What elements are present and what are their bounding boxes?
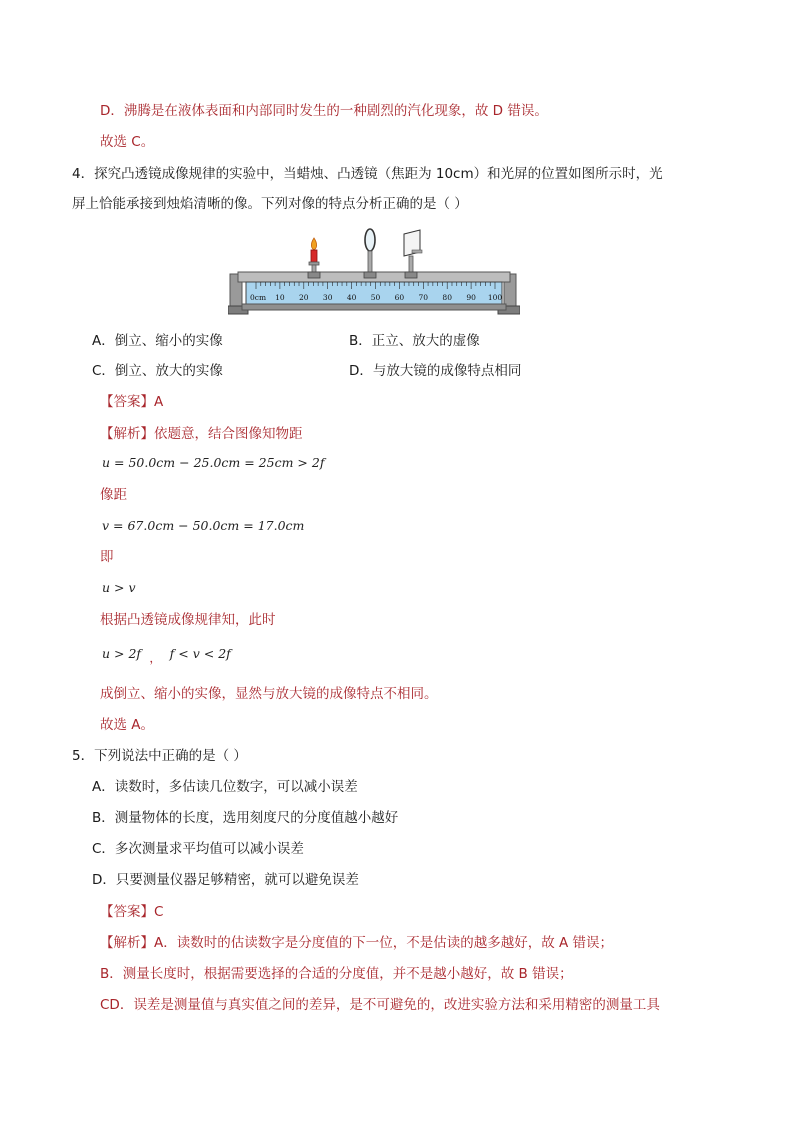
q4-conclusion: 成倒立、缩小的实像，显然与放大镜的成像特点不相同。: [100, 686, 438, 702]
q5-stem: 5．下列说法中正确的是（ ）: [72, 748, 247, 764]
q5-option-c: C．多次测量求平均值可以减小误差: [92, 841, 304, 857]
q4-analysis-intro: 【解析】依题意，结合图像知物距: [100, 426, 303, 442]
q4-rule: 根据凸透镜成像规律知，此时: [100, 612, 276, 628]
q5-option-a: A．读数时，多估读几位数字，可以减小误差: [92, 779, 358, 795]
q4-option-c: C．倒立、放大的实像: [92, 363, 223, 379]
ruler-label: 60: [394, 293, 405, 302]
q5-analysis-a: 【解析】A．读数时的估读数字是分度值的下一位，不是估读的越多越好，故 A 错误；: [100, 935, 614, 951]
q5-analysis-cd: CD．误差是测量值与真实值之间的差异，是不可避免的，改进实验方法和采用精密的测量工具: [100, 997, 660, 1013]
candle-flame-icon: [311, 238, 316, 250]
ruler-label: 90: [466, 293, 476, 302]
q4-formula-cond1: u > 2f: [102, 646, 142, 661]
q4-formula-sep: ，: [149, 651, 162, 665]
q4-formula-cond2: f < v < 2f: [169, 646, 231, 661]
q5-option-d: D．只要测量仪器足够精密，就可以避免误差: [92, 872, 359, 888]
ruler-label: 0cm: [250, 293, 267, 302]
q4-stem-line1: 4．探究凸透镜成像规律的实验中，当蜡烛、凸透镜（焦距为 10cm）和光屏的位置如图所示时，光: [72, 166, 663, 182]
q5-option-b: B．测量物体的长度，选用刻度尺的分度值越小越好: [92, 810, 399, 826]
q4-option-a: A．倒立、缩小的实像: [92, 333, 223, 349]
ruler-label: 10: [275, 293, 285, 302]
q4-formula-u: u = 50.0cm − 25.0cm = 25cm > 2f: [102, 455, 325, 470]
ruler-label: 70: [418, 293, 429, 302]
q5-analysis-b: B．测量长度时，根据需要选择的合适的分度值，并不是越小越好，故 B 错误；: [100, 966, 573, 982]
q4-choose: 故选 A。: [100, 717, 155, 733]
ruler-label: 30: [322, 293, 333, 302]
q4-option-b: B．正立、放大的虚像: [349, 333, 480, 349]
q4-image-distance-label: 像距: [100, 487, 127, 503]
ruler-label: 40: [346, 293, 357, 302]
ruler-label: 100: [487, 293, 503, 302]
optical-bench-svg: [228, 228, 520, 318]
q4-condition: [102, 644, 231, 664]
ruler-label: 50: [370, 293, 381, 302]
candle: [308, 238, 320, 278]
q4-ji: 即: [100, 549, 114, 565]
q5-answer: 【答案】C: [100, 904, 164, 920]
q4-stem-line2: 屏上恰能承接到烛焰清晰的像。下列对像的特点分析正确的是（ ）: [72, 196, 468, 212]
convex-lens: [364, 229, 376, 278]
q4-formula-v: v = 67.0cm − 50.0cm = 17.0cm: [102, 518, 305, 533]
ruler-label: 80: [442, 293, 452, 302]
optical-bench-figure: [228, 228, 520, 318]
q4-option-d: D．与放大镜的成像特点相同: [349, 363, 522, 379]
q3-choose: 故选 C。: [100, 134, 155, 150]
lens-icon: [365, 229, 375, 251]
ruler-label: 20: [299, 293, 309, 302]
light-screen: [404, 230, 422, 278]
q4-answer: 【答案】A: [100, 394, 164, 410]
q3-option-d-explanation: D．沸腾是在液体表面和内部同时发生的一种剧烈的汽化现象，故 D 错误。: [100, 103, 548, 119]
q4-formula-uv: u > v: [102, 580, 136, 595]
